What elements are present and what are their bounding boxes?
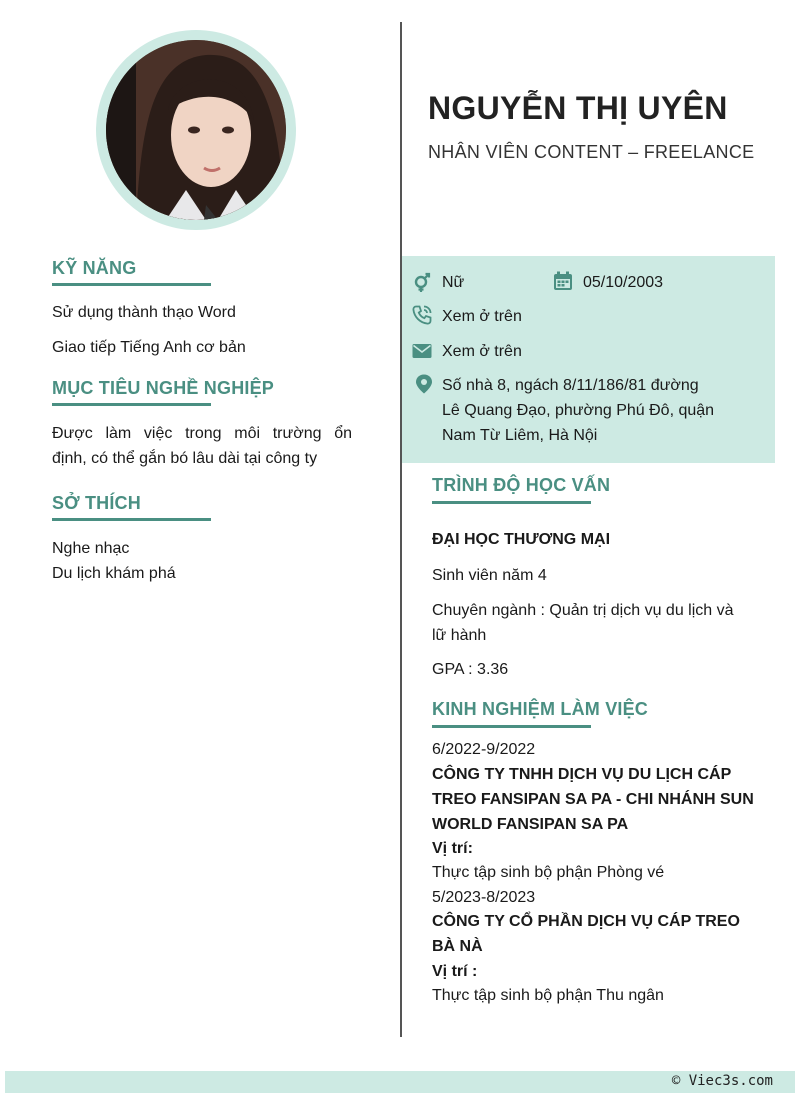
address-line: Lê Quang Đạo, phường Phú Đô, quận: [442, 402, 715, 419]
gpa: GPA : 3.36: [432, 661, 509, 678]
study-year: Sinh viên năm 4: [432, 567, 547, 584]
contact-panel: [402, 256, 775, 463]
phone-icon: [412, 305, 432, 325]
location-icon: [414, 374, 434, 394]
phone-value: Xem ở trên: [442, 308, 522, 325]
address-line: Nam Từ Liêm, Hà Nội: [442, 427, 598, 444]
job-company-line: TREO FANSIPAN SA PA - CHI NHÁNH SUN: [432, 791, 754, 808]
email-icon: [412, 341, 432, 361]
objective-title: MỤC TIÊU NGHỀ NGHIỆP: [52, 378, 275, 398]
footer-credit: © Viec3s.com: [671, 1073, 773, 1089]
skill-item: Giao tiếp Tiếng Anh cơ bản: [52, 339, 246, 356]
objective-line: định, có thể gắn bó lâu dài tại công ty: [52, 450, 318, 467]
avatar-photo: [106, 40, 286, 220]
gender-value: Nữ: [442, 274, 465, 291]
job-position: Thực tập sinh bộ phận Thu ngân: [432, 987, 664, 1004]
major-line: lữ hành: [432, 627, 487, 644]
job-company-line: CÔNG TY TNHH DỊCH VỤ DU LỊCH CÁP: [432, 766, 732, 783]
hobby-item: Du lịch khám phá: [52, 565, 176, 582]
hobbies-title: SỞ THÍCH: [52, 493, 141, 513]
avatar: [96, 30, 296, 230]
experience-title: KINH NGHIỆM LÀM VIỆC: [432, 699, 649, 719]
education-underline: [432, 501, 591, 504]
job-company-line: CÔNG TY CỔ PHẦN DỊCH VỤ CÁP TREO: [432, 913, 740, 930]
job-period: 6/2022-9/2022: [432, 741, 536, 758]
job-position-label: Vị trí :: [432, 963, 478, 980]
birthday-value: 05/10/2003: [583, 274, 664, 291]
footer-bar: [5, 1071, 795, 1093]
school-name: ĐẠI HỌC THƯƠNG MẠI: [432, 531, 611, 548]
job-position: Thực tập sinh bộ phận Phòng vé: [432, 864, 665, 881]
column-divider: [400, 22, 402, 1037]
skill-item: Sử dụng thành thạo Word: [52, 304, 236, 321]
address-line: Số nhà 8, ngách 8/11/186/81 đường: [442, 377, 699, 394]
objective-underline: [52, 403, 211, 406]
education-title: TRÌNH ĐỘ HỌC VẤN: [432, 475, 611, 495]
hobbies-underline: [52, 518, 211, 521]
hobby-item: Nghe nhạc: [52, 540, 130, 557]
job-period: 5/2023-8/2023: [432, 889, 536, 906]
calendar-icon: [553, 271, 573, 291]
objective-line: Được làm việc trong môi trường ổn: [52, 425, 352, 442]
job-company-line: BÀ NÀ: [432, 938, 483, 955]
email-value: Xem ở trên: [442, 343, 522, 360]
gender-icon: [412, 272, 432, 292]
candidate-role: NHÂN VIÊN CONTENT – FREELANCE: [428, 142, 755, 162]
skills-title: KỸ NĂNG: [52, 258, 137, 278]
job-company-line: WORLD FANSIPAN SA PA: [432, 816, 629, 833]
job-position-label: Vị trí:: [432, 840, 473, 857]
major-line: Chuyên ngành : Quản trị dịch vụ du lịch và: [432, 602, 734, 619]
experience-underline: [432, 725, 591, 728]
candidate-name: NGUYỄN THỊ UYÊN: [428, 90, 728, 126]
skills-underline: [52, 283, 211, 286]
